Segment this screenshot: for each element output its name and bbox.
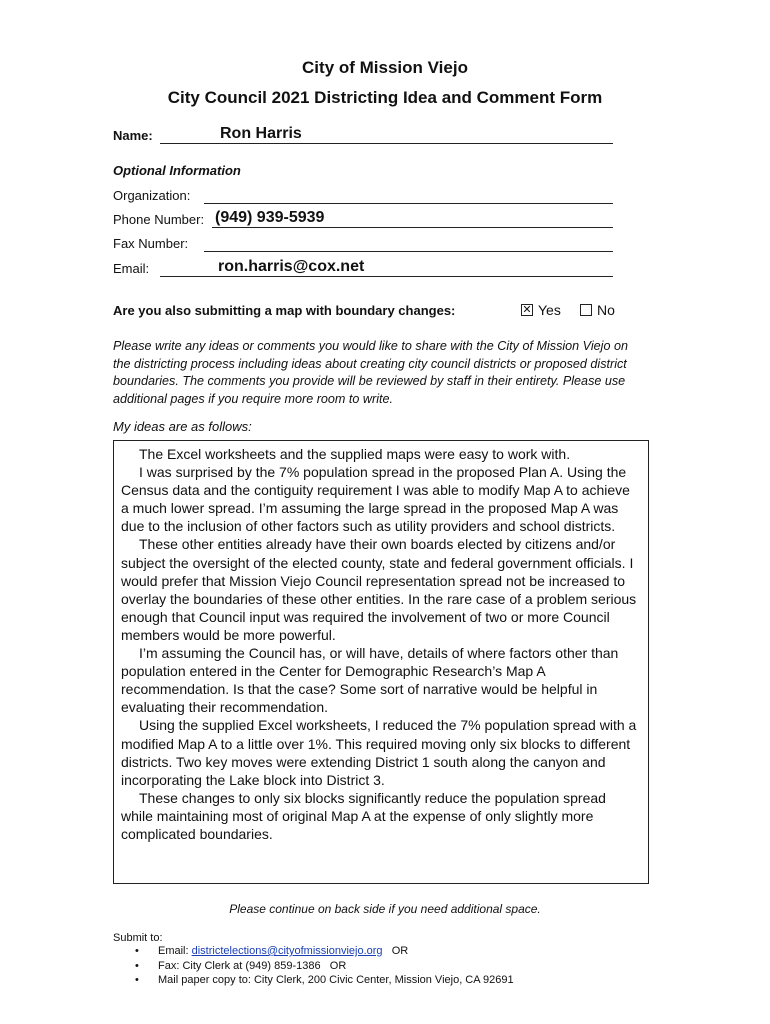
comment-paragraph: I was surprised by the 7% population spread in the proposed Plan A. Using the Census data and the contiguity requirement I was able to modify Map A to achieve a much lower spread. I’m assuming the large spread in the proposed Map A was due to the inclusion of other factors such as utility providers and school districts. (121, 464, 630, 535)
no-checkbox[interactable] (580, 302, 615, 318)
bullet-icon: • (135, 945, 139, 957)
submit-to-label: Submit to: (113, 932, 163, 944)
name-label: Name: (113, 128, 153, 143)
form-subtitle: City Council 2021 Districting Idea and Comment Form (167, 88, 603, 107)
submit-email-link[interactable]: districtelections@cityofmissionviejo.org (191, 945, 383, 957)
organization-label: Organization: (113, 188, 191, 203)
ideas-label: My ideas are as follows: (113, 419, 252, 434)
unchecked-box-icon[interactable] (580, 304, 592, 316)
checked-box-icon[interactable]: ✕ (522, 304, 532, 316)
phone-field-line[interactable] (212, 227, 613, 228)
submit-mail-item: • Mail paper copy to: City Clerk, 200 Civic Center, Mission Viejo, CA 92691 (135, 974, 514, 986)
bullet-icon: • (135, 959, 139, 972)
map-question: Are you also submitting a map with boundary changes: (113, 303, 456, 318)
continue-note: Please continue on back side if you need additional space. (229, 902, 541, 916)
phone-field[interactable]: (949) 939-5939 (215, 209, 325, 226)
fax-label: Fax Number: (113, 236, 189, 251)
bullet-icon: • (135, 974, 139, 986)
name-field-line[interactable] (160, 143, 613, 144)
form-title: City of Mission Viejo (302, 58, 468, 77)
email-field[interactable]: ron.harris@cox.net (218, 258, 365, 275)
submit-options-list (113, 944, 514, 988)
organization-field[interactable] (204, 203, 613, 204)
instructions: Please write any ideas or comments you would like to share with the City of Mission Viejo on the districting process including ideas about creating city council districts or proposed district boundaries. The comments you provide will be reviewed by staff in their entirety. Please use additional pages if you require more room to write. (113, 339, 628, 406)
phone-label: Phone Number: (113, 212, 205, 227)
fax-field[interactable] (204, 251, 613, 252)
yes-label: Yes (538, 302, 561, 318)
email-field-line[interactable] (160, 276, 613, 277)
comment-paragraph: These changes to only six blocks significantly reduce the population spread while maintaining most of original Map A at the expense of only slightly more complicated boundaries. (121, 789, 606, 842)
optional-info-heading: Optional Information (113, 163, 241, 178)
name-field[interactable]: Ron Harris (220, 125, 302, 142)
no-label: No (597, 302, 615, 318)
comment-paragraph: These other entities already have their own boards elected by citizens and/or subject the oversight of the elected county, state and federal government officials. I would prefer that Mission Viejo Council representation spread not be increased to overlay the boundaries of these other entities. In the rare case of a problem serious enough that Council input was required the involvement of two or more Council members would be more powerful. (121, 536, 637, 643)
submit-fax-item: • Fax: City Clerk at (949) 859-1386 OR (135, 959, 347, 972)
comment-paragraph: The Excel worksheets and the supplied maps were easy to work with. (139, 446, 571, 462)
email-label: Email: (113, 261, 150, 276)
comments-textarea[interactable] (113, 440, 649, 884)
submit-email-item: • Email: districtelections@cityofmissionviejo.org OR (135, 945, 409, 957)
comment-paragraph: I’m assuming the Council has, or will have, details of where factors other than population entered in the Center for Demographic Research’s Map A recommendation. Is that the case? Some sort of narrative would be helpful in evaluating their recommendation. (121, 645, 619, 716)
comment-paragraph: Using the supplied Excel worksheets, I reduced the 7% population spread with a modified Map A to a little over 1%. This required moving only six blocks to different districts. Two key moves were extending District 1 south along the canyon and incorporating the Lake block into District 3. (121, 717, 637, 788)
yes-checkbox[interactable] (521, 302, 561, 318)
